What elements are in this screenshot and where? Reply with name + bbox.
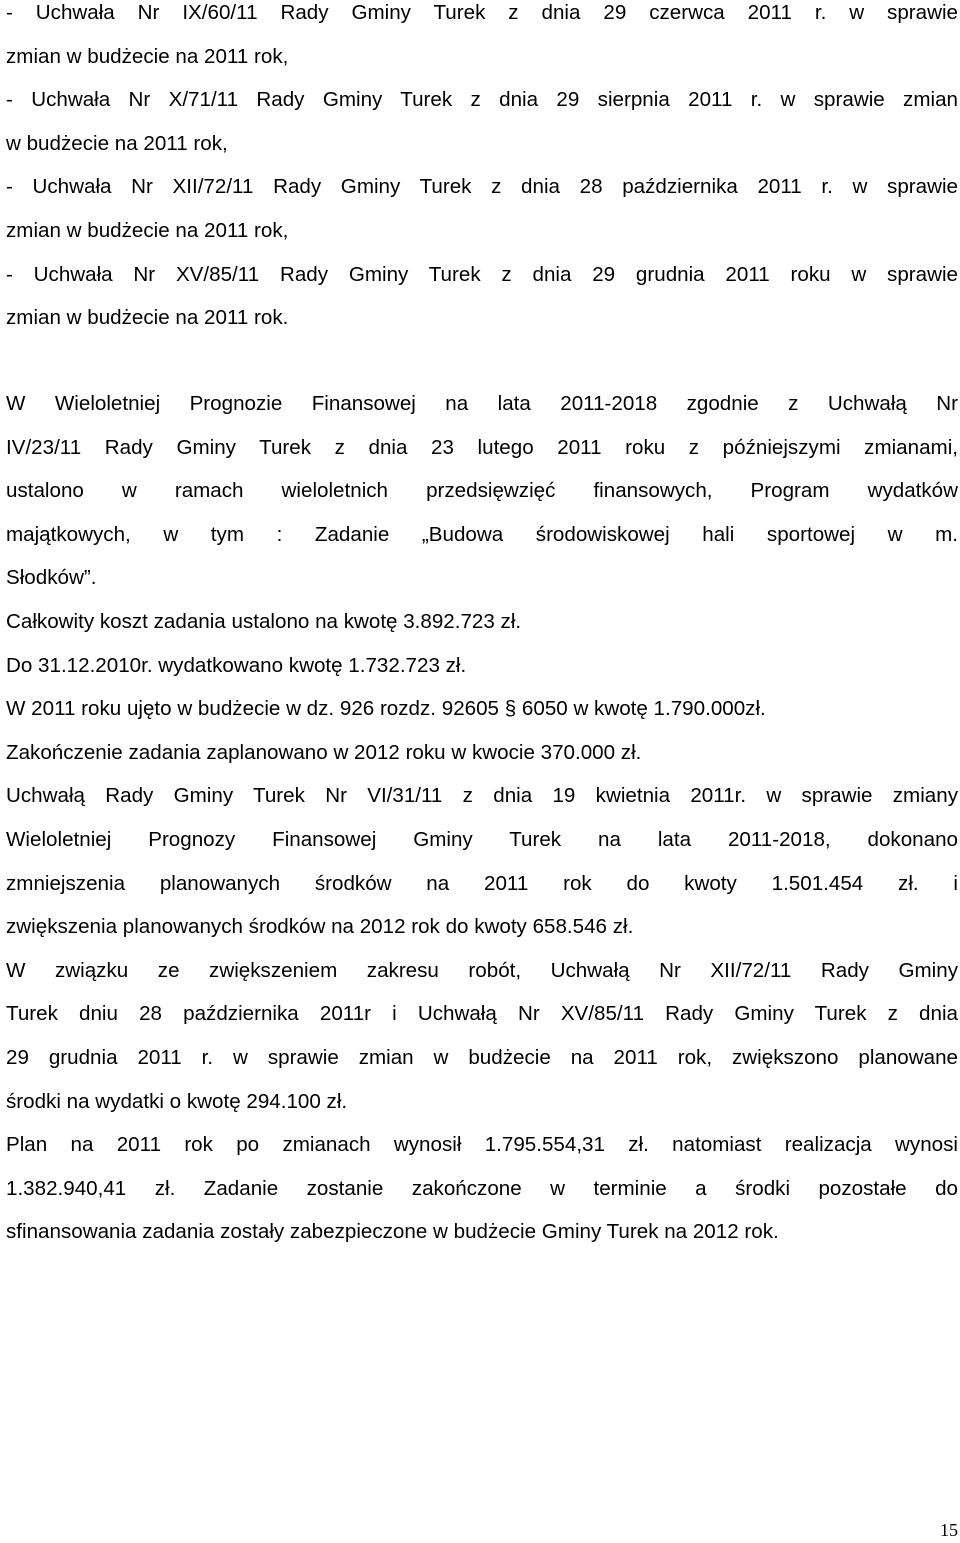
resolution-item-2-line-2: w budżecie na 2011 rok, — [6, 131, 228, 155]
body-line-8: W 2011 roku ujęto w budżecie w dz. 926 rozdz. 92605 § 6050 w kwotę 1.790.000zł. — [6, 697, 766, 721]
resolution-item-3-line-1: - Uchwała Nr XII/72/11 Rady Gminy Turek z dnia 28 października 2011 r. w sprawie — [6, 175, 958, 199]
body-line-5: Słodków”. — [6, 566, 97, 590]
body-line-13: zwiększenia planowanych środków na 2012 rok do kwoty 658.546 zł. — [6, 915, 634, 939]
resolution-list — [6, 0, 958, 340]
body-line-18: Plan na 2011 rok po zmianach wynosił 1.795.554,31 zł. natomiast realizacja wynosi — [6, 1133, 958, 1157]
page-number: 15 — [940, 1520, 958, 1540]
body-line-7: Do 31.12.2010r. wydatkowano kwotę 1.732.723 zł. — [6, 653, 467, 677]
resolution-item-2-line-1: - Uchwała Nr X/71/11 Rady Gminy Turek z dnia 29 sierpnia 2011 r. w sprawie zmian — [6, 88, 958, 112]
body-line-20: sfinansowania zadania zostały zabezpieczone w budżecie Gminy Turek na 2012 rok. — [6, 1220, 779, 1244]
resolution-item-4-line-1: - Uchwała Nr XV/85/11 Rady Gminy Turek z dnia 29 grudnia 2011 roku w sprawie — [6, 262, 958, 286]
body-line-10: Uchwałą Rady Gminy Turek Nr VI/31/11 z dnia 19 kwietnia 2011r. w sprawie zmiany — [6, 784, 958, 808]
resolution-item-1-line-1: - Uchwała Nr IX/60/11 Rady Gminy Turek z dnia 29 czerwca 2011 r. w sprawie — [6, 1, 958, 24]
body-paragraph-multiyear — [6, 382, 958, 1254]
resolution-item-1-line-2: zmian w budżecie na 2011 rok, — [6, 44, 289, 68]
body-line-9: Zakończenie zadania zaplanowano w 2012 roku w kwocie 370.000 zł. — [6, 740, 642, 764]
body-line-19: 1.382.940,41 zł. Zadanie zostanie zakończone w terminie a środki pozostałe do — [6, 1176, 958, 1200]
resolution-item-4-line-2: zmian w budżecie na 2011 rok. — [6, 306, 289, 330]
resolution-item-3-line-2: zmian w budżecie na 2011 rok, — [6, 218, 289, 242]
body-line-14: W związku ze zwiększeniem zakresu robót, Uchwałą Nr XII/72/11 Rady Gminy — [6, 958, 958, 982]
body-line-15: Turek dniu 28 października 2011r i Uchwałą Nr XV/85/11 Rady Gminy Turek z dnia — [6, 1002, 958, 1026]
body-line-3: ustalono w ramach wieloletnich przedsięwzięć finansowych, Program wydatków — [6, 479, 958, 503]
body-line-2: IV/23/11 Rady Gminy Turek z dnia 23 lutego 2011 roku z późniejszymi zmianami, — [6, 435, 958, 459]
body-line-4: majątkowych, w tym : Zadanie „Budowa środowiskowej hali sportowej w m. — [6, 522, 958, 546]
body-line-17: środki na wydatki o kwotę 294.100 zł. — [6, 1089, 348, 1113]
body-line-12: zmniejszenia planowanych środków na 2011 rok do kwoty 1.501.454 zł. i — [6, 871, 958, 895]
body-line-16: 29 grudnia 2011 r. w sprawie zmian w budżecie na 2011 rok, zwiększono planowane — [6, 1045, 958, 1069]
body-line-11: Wieloletniej Prognozy Finansowej Gminy Turek na lata 2011-2018, dokonano — [6, 827, 958, 851]
body-line-1: W Wieloletniej Prognozie Finansowej na lata 2011-2018 zgodnie z Uchwałą Nr — [6, 392, 958, 415]
body-line-6: Całkowity koszt zadania ustalono na kwotę 3.892.723 zł. — [6, 609, 522, 633]
